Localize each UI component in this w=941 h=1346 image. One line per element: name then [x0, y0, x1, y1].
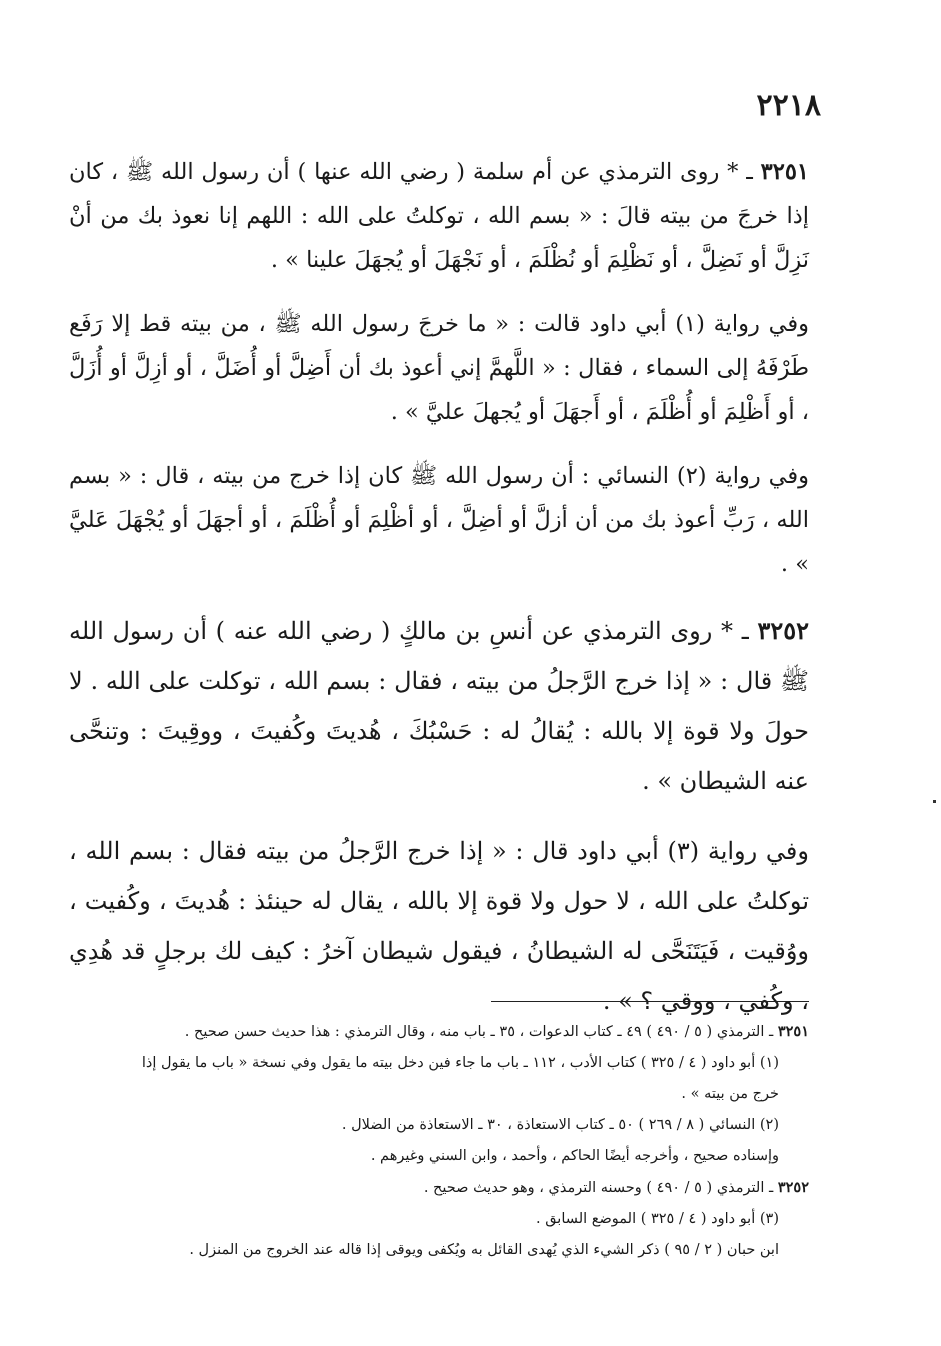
footnote-text: وإسناده صحيح ، وأخرجه أيضًا الحاكم ، وأحمد ، وابن السني وغيرهم .: [370, 1148, 779, 1164]
narration-text: وفي رواية (١) أبي داود قالت : « ما خرجَ رسول الله ﷺ ، من بيته قط إلا رَفَع طَرْفَهُ إلى السماء ، فقال : « اللَّهمَّ إني أعوذ بك أن أَضِلَّ أو أُضَلَّ ، أو أزِلَّ أو أُزَلَّ ، أو أَظْلِمَ أو أُظْلَمَ ، أو أَجهَلَ أو يُجهلَ عليَّ » .: [69, 311, 810, 425]
narration-text: وفي رواية (٢) النسائي : أن رسول الله ﷺ كان إذا خرج من بيته ، قال : « بسم الله ، رَبِّ أعوذ بك من أن أزلَّ أو أضِلَّ ، أو أظْلِمَ أو أُظْلَمَ ، أو أجهَلَ أو يُجْهَلَ عَليَّ » .: [69, 463, 809, 577]
narration-abu-dawud-3: [69, 826, 809, 1026]
footnote-text: ـ الترمذي ( ٥ / ٤٩٠ ) ٤٩ ـ كتاب الدعوات ، ٣٥ ـ باب منه ، وقال الترمذي : هذا حديث حسن صحيح .: [184, 1024, 778, 1040]
hadith-text: ـ * روى الترمذي عن أم سلمة ( رضي الله عنها ) أن رسول الله ﷺ ، كان إذا خرجَ من بيته قالَ : « بسم الله ، توكلتُ على الله : اللهم إنا نعوذ بك من أنْ نَزِلَّ أو نَضِلَّ ، أو نَظْلِمَ أو نُظْلَمَ ، أو نَجْهَلَ أو يُجهَلَ علينا » .: [69, 159, 809, 273]
narration-abu-dawud-1: [69, 302, 809, 434]
footnotes: [129, 1016, 809, 1266]
page-number: ٢٢١٨: [756, 88, 821, 123]
hadith-number: ٣٢٥٢: [757, 616, 809, 645]
footnote-divider: [491, 1001, 809, 1002]
main-text: [69, 150, 809, 1046]
footnote-number: ٣٢٥٢: [777, 1179, 809, 1196]
hadith-text: ـ * روى الترمذي عن أنسِ بن مالكٍ ( رضي الله عنه ) أن رسول الله ﷺ قال : « إذا خرج الرَّجلُ من بيته ، فقال : بسم الله ، توكلت على الله . لا حولَ ولا قوة إلا بالله : يُقالُ له : حَسْبُكَ ، هُديتَ وكُفيتَ ، ووقِيتَ : وتنحَّى عنه الشيطان » .: [69, 617, 809, 795]
footnote-number: ٣٢٥١: [777, 1023, 809, 1040]
footnote-3252: [129, 1172, 809, 1204]
footnote-text: (١) أبو داود ( ٤ / ٣٢٥ ) كتاب الأدب ، ١١٢ ـ باب ما جاء فين دخل بيته ما يقول وفي نسخة « باب ما يقول إذا خرج من بيته » .: [141, 1055, 779, 1102]
narration-text: وفي رواية (٣) أبي داود قال : « إذا خرج الرَّجلُ من بيته فقال : بسم الله ، توكلتُ على الله ، لا حول ولا قوة إلا بالله ، يقال له حينئذ : هُديتَ ، وكُفيت ، ووُقيت ، فَيَتَنَحَّى له الشيطانُ ، فيقول شيطان آخرُ : كيف لك برجلٍ قد هُدِي ، وكُفي ، ووقي ؟ » .: [69, 837, 809, 1015]
footnote-1: [129, 1048, 809, 1110]
hadith-3252: [69, 606, 809, 806]
footnote-text: ـ الترمذي ( ٥ / ٤٩٠ ) وحسنه الترمذي ، وهو حديث صحيح .: [423, 1180, 778, 1196]
footnote-3-note: [129, 1235, 809, 1266]
footnote-text: (٣) أبو داود ( ٤ / ٣٢٥ ) الموضع السابق .: [536, 1211, 779, 1227]
footnote-text: (٢) النسائي ( ٨ / ٢٦٩ ) ٥٠ ـ كتاب الاستعاذة ، ٣٠ ـ الاستعاذة من الضلال .: [341, 1117, 779, 1133]
footnote-3: [129, 1204, 809, 1235]
footnote-2-note: [129, 1141, 809, 1172]
margin-dot: [933, 800, 936, 803]
footnote-3251: [129, 1016, 809, 1048]
hadith-number: ٣٢٥١: [760, 159, 809, 185]
hadith-3251: [69, 150, 809, 282]
narration-nasai: [69, 454, 809, 586]
footnote-2: [129, 1110, 809, 1141]
footnote-text: ابن حبان ( ٢ / ٩٥ ) ذكر الشيء الذي يُهدى القائل به ويُكفى ويوقى إذا قاله عند الخروج من المنزل .: [189, 1242, 779, 1258]
